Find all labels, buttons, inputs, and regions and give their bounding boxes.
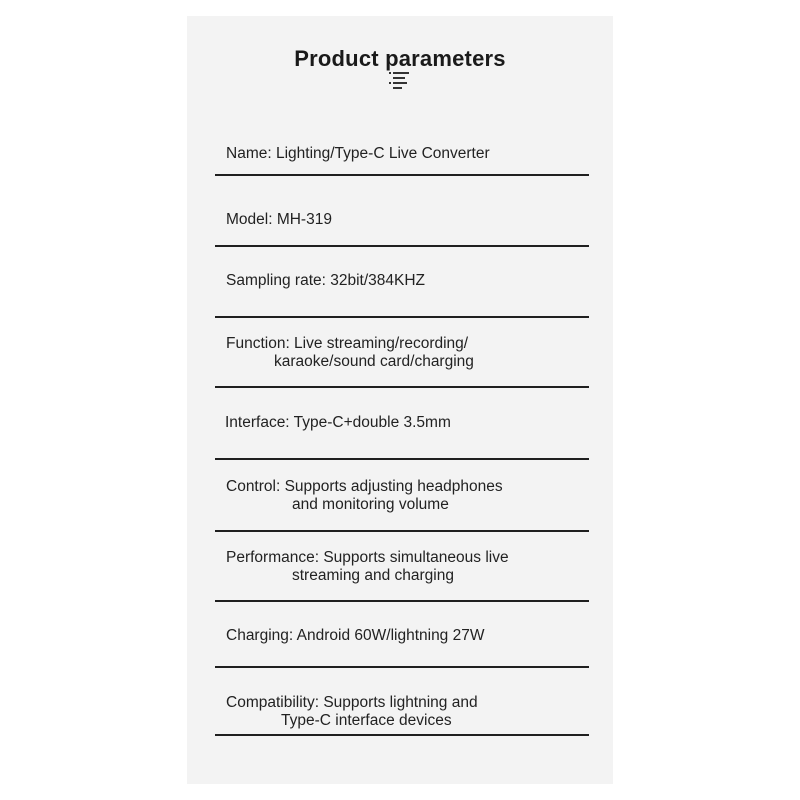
param-name-label: Name: Lighting/Type-C Live Converter — [226, 145, 490, 162]
divider — [215, 734, 589, 736]
param-row-interface — [215, 414, 589, 474]
param-row-model — [215, 202, 589, 262]
param-row-performance — [215, 549, 589, 609]
divider — [215, 666, 589, 668]
param-control-line2: and monitoring volume — [292, 496, 449, 513]
divider — [215, 386, 589, 388]
param-interface-label: Interface: Type-C+double 3.5mm — [225, 414, 451, 431]
param-performance-line1: Performance: Supports simultaneous live — [226, 549, 509, 566]
param-function-line2: karaoke/sound card/charging — [274, 353, 474, 370]
divider — [215, 174, 589, 176]
param-row-compatibility — [215, 694, 589, 754]
param-compatibility-line1: Compatibility: Supports lightning and — [226, 694, 478, 711]
param-row-control — [215, 478, 589, 538]
parameters-card — [187, 16, 613, 784]
param-control-line1: Control: Supports adjusting headphones — [226, 478, 503, 495]
param-row-charging — [215, 627, 589, 687]
param-row-sampling-rate — [215, 272, 589, 332]
page-title: Product parameters — [294, 46, 506, 71]
divider — [215, 600, 589, 602]
param-sampling-rate-label: Sampling rate: 32bit/384KHZ — [226, 272, 426, 289]
divider — [215, 530, 589, 532]
param-row-name — [215, 136, 589, 196]
param-compatibility-line2: Type-C interface devices — [281, 712, 452, 729]
divider — [215, 458, 589, 460]
param-charging-label: Charging: Android 60W/lightning 27W — [226, 627, 485, 644]
divider — [215, 316, 589, 318]
param-model-label: Model: MH-319 — [226, 211, 332, 228]
divider — [215, 245, 589, 247]
param-row-function — [215, 335, 589, 395]
param-performance-line2: streaming and charging — [292, 567, 454, 584]
param-function-line1: Function: Live streaming/recording/ — [226, 335, 469, 352]
list-icon — [387, 71, 411, 89]
